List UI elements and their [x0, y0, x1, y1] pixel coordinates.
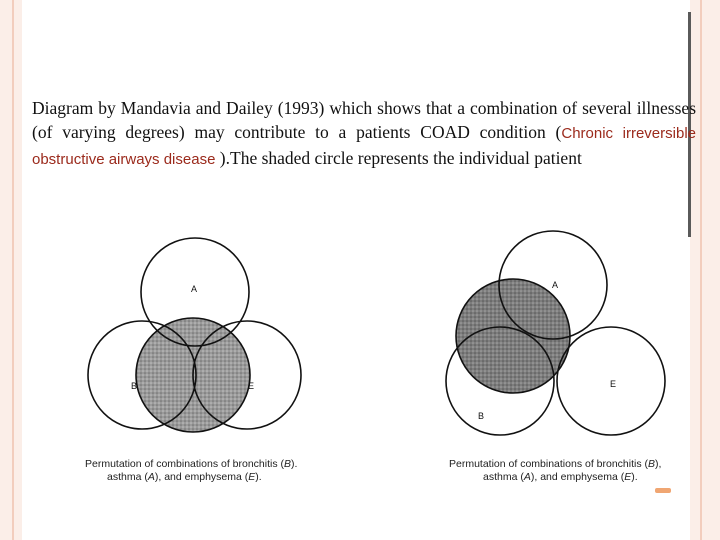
- label-b: B: [478, 411, 485, 421]
- label-e: E: [248, 381, 255, 391]
- caption-abbrev-e: E: [624, 471, 632, 483]
- caption-text: ).: [291, 458, 298, 470]
- caption-text: asthma (: [483, 471, 524, 483]
- corner-accent-mark: [655, 488, 671, 493]
- caption-abbrev-a: A: [523, 471, 531, 483]
- patient-shaded-circle: [456, 279, 570, 393]
- caption-abbrev-a: A: [147, 471, 155, 483]
- caption-text: ), and emphysema (: [154, 471, 249, 483]
- figure-caption-left: [85, 458, 297, 484]
- left-decorative-border: [0, 0, 22, 540]
- caption-line-2: [449, 471, 661, 484]
- caption-text: ), and emphysema (: [530, 471, 625, 483]
- caption-text: ).: [631, 471, 638, 483]
- caption-coad-definition: Chronic irreversible obstructive airways disease: [32, 125, 696, 168]
- label-e: E: [610, 379, 617, 389]
- left-border-rule: [12, 0, 14, 540]
- caption-line-2: [85, 471, 297, 484]
- caption-text: Permutation of combinations of bronchitis (: [449, 458, 649, 470]
- label-a: A: [191, 284, 198, 294]
- caption-text: ),: [655, 458, 662, 470]
- venn-figure-right: [442, 228, 702, 490]
- caption-line-1: [449, 458, 661, 471]
- caption-text: ).: [255, 471, 262, 483]
- slide-caption: [32, 96, 696, 172]
- venn-diagram-left: [80, 228, 330, 453]
- caption-abbrev-e: E: [248, 471, 256, 483]
- venn-figure-left: [80, 228, 330, 490]
- caption-abbrev-b: B: [284, 458, 292, 470]
- caption-text: asthma (: [107, 471, 148, 483]
- caption-abbrev-b: B: [648, 458, 656, 470]
- caption-text-start: Diagram by Mandavia and Dailey (1993) which shows that a combination of several illnesses (of varying degrees) may contribute to a patients COAD condition (: [32, 98, 696, 142]
- caption-text-end: ).The shaded circle represents the individual patient: [215, 148, 582, 168]
- caption-line-1: [85, 458, 297, 471]
- figure-caption-right: [449, 458, 661, 484]
- label-b: B: [131, 381, 138, 391]
- label-a: A: [552, 280, 559, 290]
- caption-text: Permutation of combinations of bronchitis (: [85, 458, 285, 470]
- venn-diagram-right: [442, 228, 702, 453]
